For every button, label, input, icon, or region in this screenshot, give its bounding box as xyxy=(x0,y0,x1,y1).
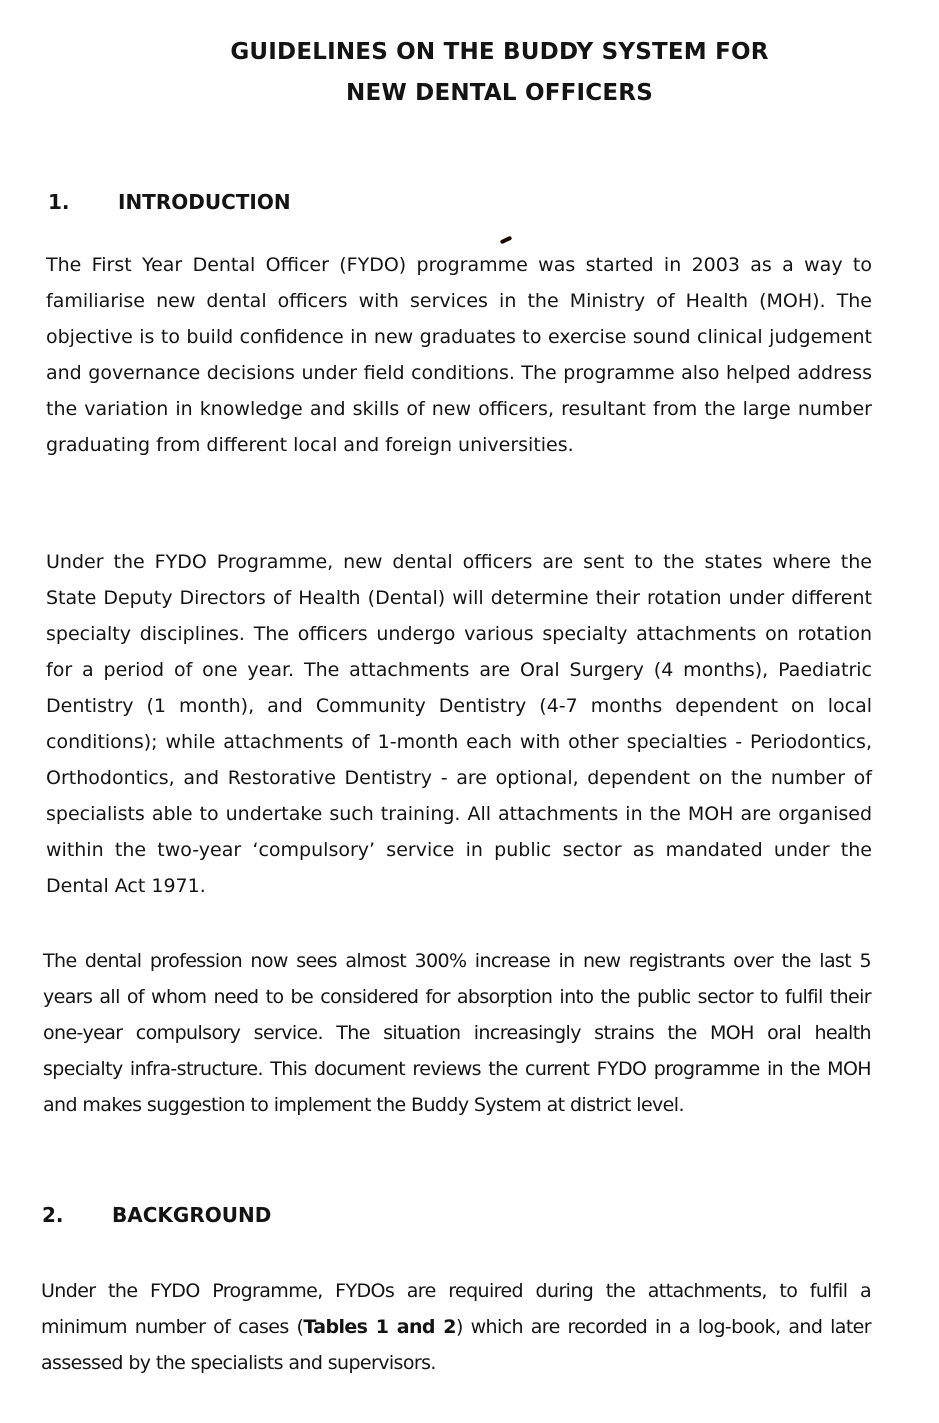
text-run: Under the FYDO Programme, FYDOs are required during the attachments, to fulfil a minimum number of cases ( xyxy=(41,1280,871,1338)
stray-ink-mark xyxy=(500,236,513,245)
section-number: 2. xyxy=(42,1203,64,1227)
document-title-line-2: NEW DENTAL OFFICERS xyxy=(346,80,653,106)
section-number: 1. xyxy=(48,190,70,214)
section-title: BACKGROUND xyxy=(112,1203,272,1227)
intro-paragraph-1: The First Year Dental Officer (FYDO) programme was started in 2003 as a way to familiarise new dental officers with services in the Ministry of Health (MOH). The objective is to build confidence in new graduates to exercise sound clinical judgement and governance decisions under field conditions. The programme also helped address the variation in knowledge and skills of new officers, resultant from the large number graduating from different local and foreign universities. xyxy=(46,254,872,456)
background-paragraph-1 xyxy=(41,1273,871,1381)
table-reference: Tables 1 and 2 xyxy=(303,1316,456,1338)
document-title-line-1: GUIDELINES ON THE BUDDY SYSTEM FOR xyxy=(230,39,769,65)
text-run: ) which are recorded in a log-book, and later assessed by the specialists and supervisors. xyxy=(41,1316,871,1374)
intro-paragraph-2: Under the FYDO Programme, new dental officers are sent to the states where the State Deputy Directors of Health (Dental) will determine their rotation under different specialty disciplines. The officers undergo various specialty attachments on rotation for a period of one year. The attachments are Oral Surgery (4 months), Paediatric Dentistry (1 month), and Community Dentistry (4-7 months dependent on local conditions); while attachments of 1-month each with other specialties - Periodontics, Orthodontics, and Restorative Dentistry - are optional, dependent on the number of specialists able to undertake such training. All attachments in the MOH are organised within the two-year ‘compulsory’ service in public sector as mandated under the Dental Act 1971. xyxy=(46,551,872,897)
section-title: INTRODUCTION xyxy=(118,190,291,214)
intro-paragraph-3: The dental profession now sees almost 300% increase in new registrants over the last 5 years all of whom need to be considered for absorption into the public sector to fulfil their one-year compulsory service. The situation increasingly strains the MOH oral health specialty infra-structure. This document reviews the current FYDO programme in the MOH and makes suggestion to implement the Buddy System at district level. xyxy=(43,950,871,1116)
